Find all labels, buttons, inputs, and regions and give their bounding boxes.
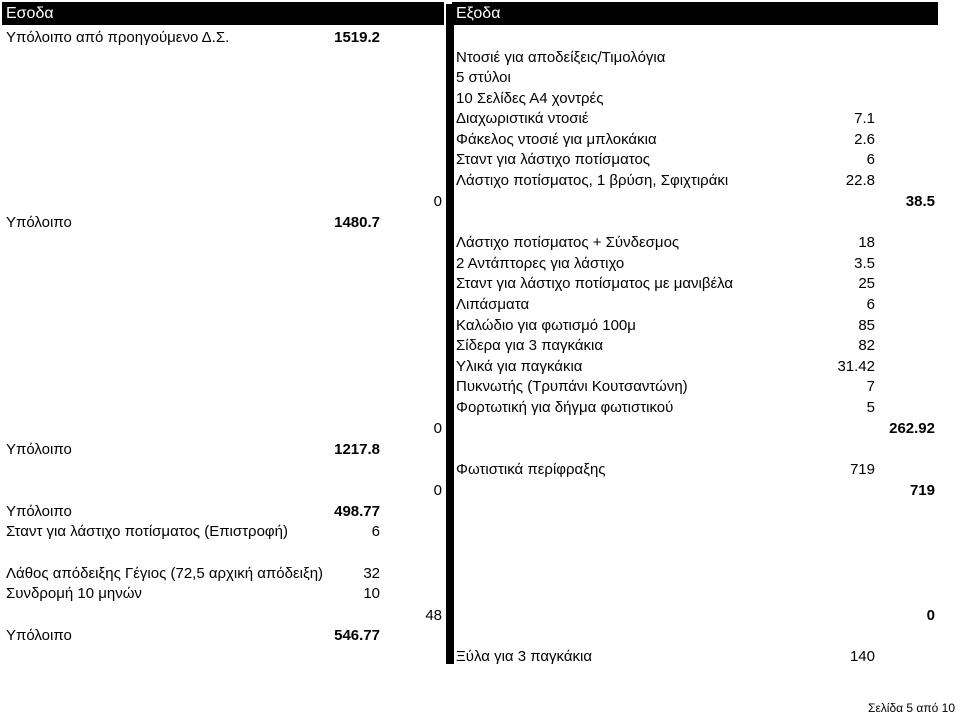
- expense-value: 7: [866, 378, 875, 395]
- expenses-header: Εξοδα: [452, 2, 938, 25]
- expense-value: 6: [866, 151, 875, 168]
- income-label: Υπόλοιπο: [6, 214, 72, 231]
- income-label: Υπόλοιπο: [6, 503, 72, 520]
- income-value: 498.77: [334, 503, 380, 520]
- expense-value: 7.1: [854, 110, 875, 127]
- middle-value: 0: [433, 482, 442, 499]
- middle-value: 0: [433, 420, 442, 437]
- expense-label: 10 Σελίδες Α4 χοντρές: [456, 90, 604, 107]
- income-label: Σταντ για λάστιχο ποτίσματος (Επιστροφή): [6, 523, 288, 540]
- expense-label: Διαχωριστικά ντοσιέ: [456, 110, 589, 127]
- expense-group-total: 38.5: [905, 193, 935, 210]
- expense-label: Ντοσιέ για αποδείξεις/Τιμολόγια: [456, 49, 666, 66]
- expense-value: 31.42: [837, 358, 875, 375]
- expense-label: Καλώδιο για φωτισμό 100μ: [456, 317, 636, 334]
- expense-value: 5: [866, 399, 875, 416]
- expense-label: Σταντ για λάστιχο ποτίσματος: [456, 151, 651, 168]
- expense-label: Ξύλα για 3 παγκάκια: [456, 648, 593, 665]
- middle-value: 0: [433, 193, 442, 210]
- expense-label: Φάκελος ντοσιέ για μπλοκάκια: [456, 131, 657, 148]
- expense-label: 5 στύλοι: [456, 69, 511, 86]
- expense-value: 3.5: [854, 255, 875, 272]
- income-label: Υπόλοιπο: [6, 441, 72, 458]
- expense-label: Λάστιχο ποτίσματος + Σύνδεσμος: [456, 234, 680, 251]
- income-label: Συνδρομή 10 μηνών: [6, 585, 142, 602]
- income-header: Εσοδα: [2, 2, 444, 25]
- income-value: 32: [363, 565, 380, 582]
- expense-group-total: 0: [926, 607, 935, 624]
- income-label: Υπόλοιπο: [6, 627, 72, 644]
- income-label: Υπόλοιπο από προηγούμενο Δ.Σ.: [6, 29, 230, 46]
- expense-value: 85: [858, 317, 875, 334]
- income-value: 546.77: [334, 627, 380, 644]
- expense-value: 25: [858, 275, 875, 292]
- expense-value: 6: [866, 296, 875, 313]
- income-label: Λάθος απόδειξης Γέγιος (72,5 αρχική απόδειξη): [6, 565, 324, 582]
- expense-value: 82: [858, 337, 875, 354]
- income-value: 6: [371, 523, 380, 540]
- expense-group-total: 719: [909, 482, 935, 499]
- column-divider: [446, 4, 454, 664]
- expense-label: Φορτωτική για δήγμα φωτιστικού: [456, 399, 674, 416]
- expense-label: Λιπάσματα: [456, 296, 530, 313]
- expense-label: Πυκνωτής (Τρυπάνι Κουτσαντώνη): [456, 378, 688, 395]
- page-number: Σελίδα 5 από 10: [868, 701, 955, 715]
- expense-group-total: 262.92: [889, 420, 935, 437]
- expense-label: Φωτιστικά περίφραξης: [456, 461, 606, 478]
- expense-value: 22.8: [845, 172, 875, 189]
- expense-value: 2.6: [854, 131, 875, 148]
- expense-label: Σίδερα για 3 παγκάκια: [456, 337, 603, 354]
- middle-value: 48: [425, 607, 442, 624]
- expense-value: 140: [849, 648, 875, 665]
- income-value: 10: [363, 585, 380, 602]
- expense-label: Σταντ για λάστιχο ποτίσματος με μανιβέλα: [456, 275, 734, 292]
- expense-value: 18: [858, 234, 875, 251]
- expense-label: 2 Αντάπτορες για λάστιχο: [456, 255, 625, 272]
- income-value: 1519.2: [334, 29, 380, 46]
- expense-value: 719: [849, 461, 875, 478]
- income-value: 1217.8: [334, 441, 380, 458]
- expense-label: Λάστιχο ποτίσματος, 1 βρύση, Σφιχτιράκι: [456, 172, 729, 189]
- income-value: 1480.7: [334, 214, 380, 231]
- expense-label: Υλικά για παγκάκια: [456, 358, 583, 375]
